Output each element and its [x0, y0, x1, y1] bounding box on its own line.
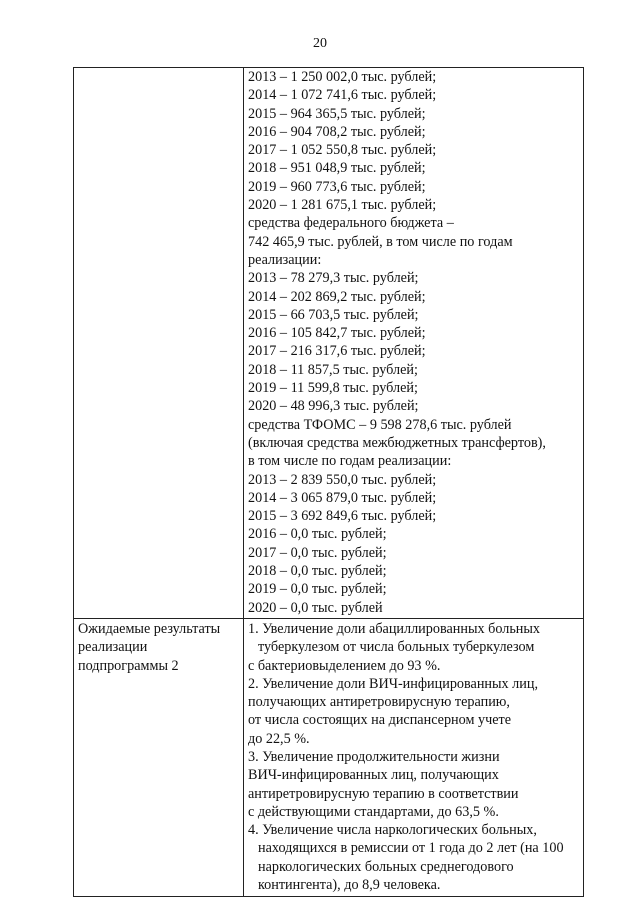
result-line: 3. Увеличение продолжительности жизни [248, 748, 500, 765]
funding-line: средства федерального бюджета – [248, 215, 454, 232]
funding-row-content-cell [244, 68, 584, 619]
result-line: 1. Увеличение доли абациллированных больных [248, 620, 541, 637]
result-line: до 22,5 %. [248, 730, 310, 747]
expected-results-label-cell [74, 618, 244, 896]
funding-line: 2017 – 216 317,6 тыс. рублей; [248, 343, 426, 360]
result-line: контингента), до 8,9 человека. [258, 877, 441, 894]
funding-line: 2013 – 2 839 550,0 тыс. рублей; [248, 471, 437, 488]
funding-line: 2016 – 904 708,2 тыс. рублей; [248, 123, 426, 140]
result-line: получающих антиретровирусную терапию, [248, 694, 510, 711]
funding-line: 2017 – 1 052 550,8 тыс. рублей; [248, 142, 437, 159]
funding-line: 2014 – 3 065 879,0 тыс. рублей; [248, 489, 437, 506]
result-line: туберкулезом от числа больных туберкулезом [258, 639, 535, 656]
subprogram-passport-table [73, 67, 584, 897]
expected-results-label-line: Ожидаемые результаты [78, 620, 221, 637]
funding-line: (включая средства межбюджетных трансфертов), [248, 434, 546, 451]
funding-line: 2019 – 11 599,8 тыс. рублей; [248, 380, 418, 397]
funding-line: 742 465,9 тыс. рублей, в том числе по годам [248, 233, 513, 250]
funding-line: 2020 – 48 996,3 тыс. рублей; [248, 398, 419, 415]
page-number: 20 [313, 36, 327, 51]
funding-line: реализации: [248, 251, 322, 268]
funding-line: 2015 – 66 703,5 тыс. рублей; [248, 306, 419, 323]
result-line: с бактериовыделением до 93 %. [248, 657, 441, 674]
expected-results-content-cell [244, 618, 584, 896]
funding-row [74, 68, 584, 619]
funding-line: 2020 – 1 281 675,1 тыс. рублей; [248, 197, 437, 214]
funding-line: 2013 – 78 279,3 тыс. рублей; [248, 270, 419, 287]
funding-line: 2016 – 0,0 тыс. рублей; [248, 526, 387, 543]
funding-line: 2014 – 202 869,2 тыс. рублей; [248, 288, 426, 305]
funding-line: 2018 – 11 857,5 тыс. рублей; [248, 361, 418, 378]
funding-line: средства ТФОМС – 9 598 278,6 тыс. рублей [248, 416, 512, 433]
result-line: 4. Увеличение числа наркологических больных, [248, 822, 537, 839]
funding-line: 2020 – 0,0 тыс. рублей [248, 599, 383, 616]
funding-line: 2018 – 951 048,9 тыс. рублей; [248, 160, 426, 177]
funding-line: 2015 – 3 692 849,6 тыс. рублей; [248, 508, 437, 525]
result-line: наркологических больных среднегодового [258, 858, 514, 875]
funding-line: 2013 – 1 250 002,0 тыс. рублей; [248, 69, 437, 85]
funding-line: в том числе по годам реализации: [248, 453, 452, 470]
funding-line: 2019 – 960 773,6 тыс. рублей; [248, 178, 426, 195]
expected-results-row [74, 618, 584, 896]
funding-line: 2017 – 0,0 тыс. рублей; [248, 544, 387, 561]
result-line: 2. Увеличение доли ВИЧ-инфицированных лиц, [248, 675, 538, 692]
result-line: антиретровирусную терапию в соответствии [248, 785, 519, 802]
funding-line: 2018 – 0,0 тыс. рублей; [248, 563, 387, 580]
expected-results-label-line: подпрограммы 2 [78, 657, 179, 674]
result-line: от числа состоящих на диспансерном учете [248, 712, 512, 729]
funding-row-label-cell [74, 68, 244, 619]
funding-line: 2015 – 964 365,5 тыс. рублей; [248, 105, 426, 122]
result-line: ВИЧ-инфицированных лиц, получающих [248, 767, 499, 784]
expected-results-label-line: реализации [78, 639, 148, 656]
funding-line: 2019 – 0,0 тыс. рублей; [248, 581, 387, 598]
result-line: с действующими стандартами, до 63,5 %. [248, 803, 499, 820]
funding-line: 2016 – 105 842,7 тыс. рублей; [248, 325, 426, 342]
funding-line: 2014 – 1 072 741,6 тыс. рублей; [248, 87, 437, 104]
result-line: находящихся в ремиссии от 1 года до 2 лет (на 100 [258, 840, 564, 857]
